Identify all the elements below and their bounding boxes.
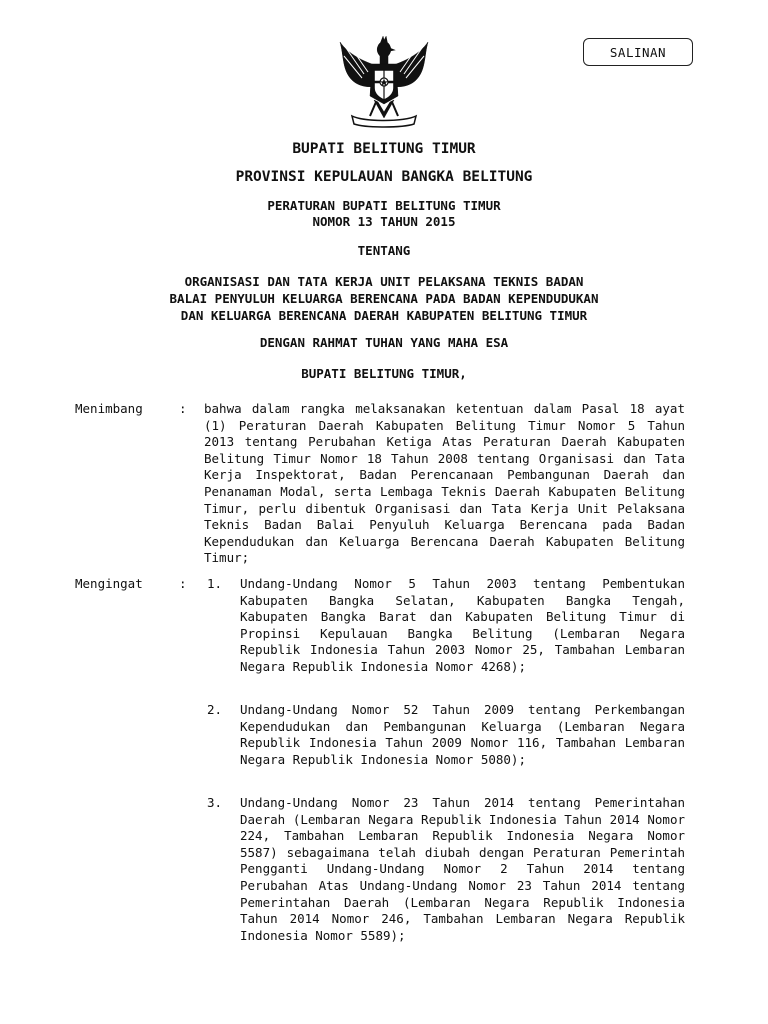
garuda-emblem-icon [334,36,434,132]
list-item: Undang-Undang Nomor 5 Tahun 2003 tentang Pembentukan Kabupaten Bangka Selatan, Kabupaten Bangka Tengah, Kabupaten Bangka Barat dan Kabupaten Belitung Timur di Propinsi Kepulauan Bangka Belitung (Lembaran Negara Republik Indonesia Tahun 2003 Nomor 25, Tambahan Lembaran Negara Republik Indonesia Nomor 4268); [240,576,685,674]
regulation-name: PERATURAN BUPATI BELITUNG TIMUR [267,198,501,213]
regent-title: BUPATI BELITUNG TIMUR [292,141,476,157]
list-item: Undang-Undang Nomor 52 Tahun 2009 tentang Perkembangan Kependudukan dan Pembangunan Keluarga (Lembaran Negara Republik Indonesia Tahun 2009 Nomor 116, Tambahan Lembaran Negara Republik Indonesia Nomor 5080); [240,702,685,767]
blessing-line: DENGAN RAHMAT TUHAN YANG MAHA ESA [259,335,509,350]
menimbang-label: Menimbang [75,401,143,416]
menimbang-text: bahwa dalam rangka melaksanakan ketentuan dalam Pasal 18 ayat (1) Peraturan Daerah Kabupaten Belitung Timur Nomor 5 Tahun 2013 tentang Perubahan Ketiga Atas Peraturan Daerah Kabupaten Belitung Timur Nomor 18 Tahun 2008 tentang Organisasi dan Tata Kerja Inspektorat, Badan Perencanaan Pembangunan Daerah dan Penanaman Modal, serta Lembaga Teknis Daerah Kabupaten Belitung Timur, perlu dibentuk Organisasi dan Tata Kerja Unit Pelaksana Teknis Badan Balai Penyuluh Keluarga Berencana pada Badan Kependudukan dan Keluarga Berencana Daerah Kabupaten Belitung Timur; [204,401,685,566]
authority-line: BUPATI BELITUNG TIMUR, [301,366,467,381]
list-item: Undang-Undang Nomor 23 Tahun 2014 tentang Pemerintahan Daerah (Lembaran Negara Republik Indonesia Tahun 2014 Nomor 224, Tambahan Lembaran Republik Indonesia Negara Nomor 5587) sebagaimana telah diubah dengan Peraturan Pemerintah Pengganti Undang-Undang Nomor 2 Tahun 2014 tentang Perubahan Atas Undang-Undang Nomor 23 Tahun 2014 tentang Pemerintahan Daerah (Lembaran Negara Republik Indonesia Tahun 2014 Nomor 246, Tambahan Lembaran Negara Republik Indonesia Nomor 5589); [240,795,685,943]
province-title: PROVINSI KEPULAUAN BANGKA BELITUNG [235,169,533,185]
about-heading: TENTANG [357,243,411,258]
regulation-number: NOMOR 13 TAHUN 2015 [312,214,456,229]
mengingat-label: Mengingat [75,576,143,591]
list-item-number: 2. [207,702,223,717]
list-item-number: 1. [207,576,223,591]
subject-heading: ORGANISASI DAN TATA KERJA UNIT PELAKSANA TEKNIS BADAN BALAI PENYULUH KELUARGA BERENCANA PADA BADAN KEPENDUDUKAN DAN KELUARGA BERENCANA DAERAH KABUPATEN BELITUNG TIMUR [169,274,599,323]
regulation-title [40,198,728,230]
salinan-stamp: SALINAN [583,38,693,66]
list-item-number: 3. [207,795,223,810]
mengingat-colon: : [179,576,187,591]
menimbang-colon: : [179,401,187,416]
